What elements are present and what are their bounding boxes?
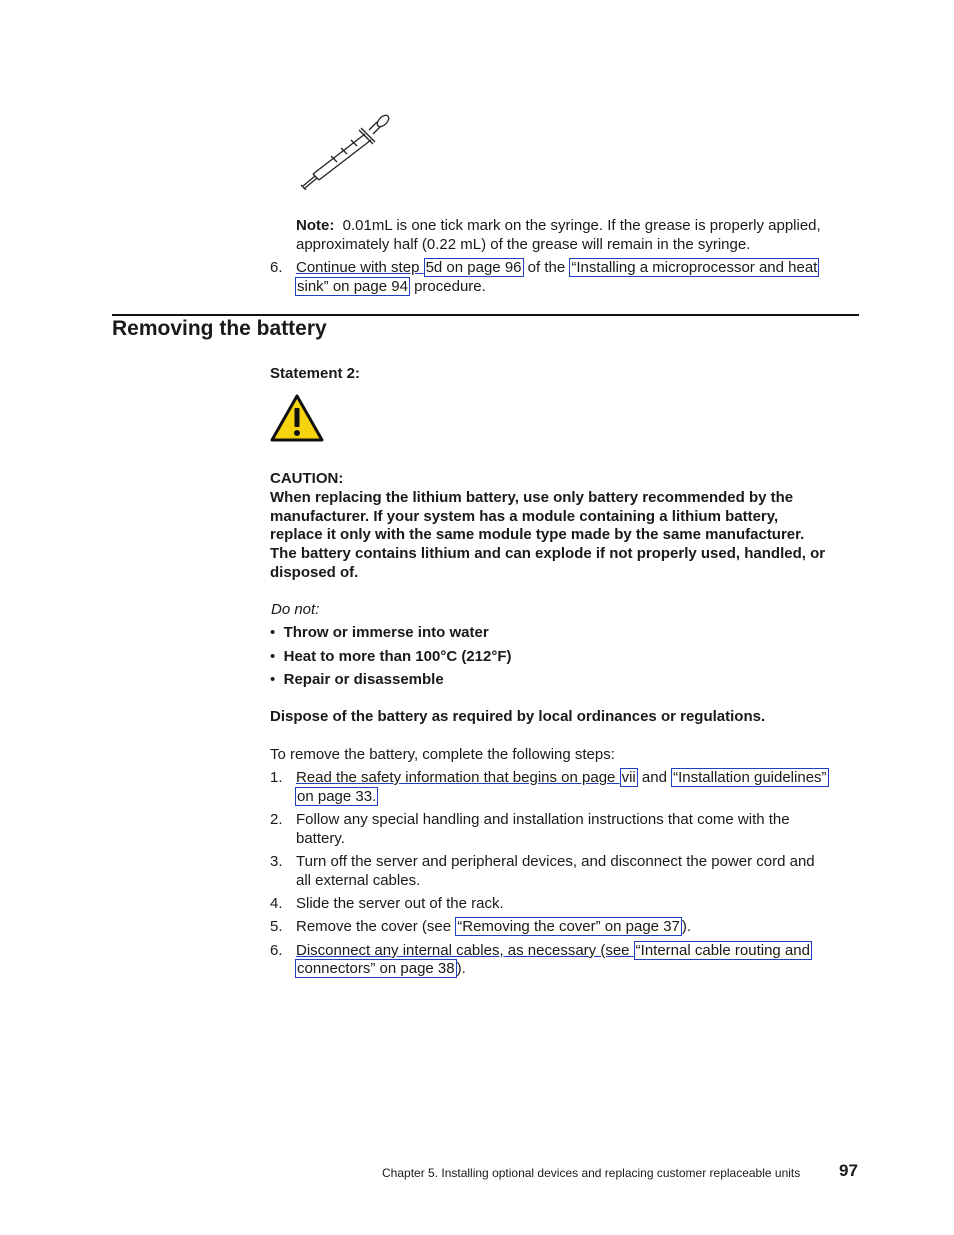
note-label: Note: bbox=[296, 217, 335, 234]
bullet: • bbox=[270, 671, 276, 688]
step-number: 4. bbox=[270, 895, 283, 912]
link-installing-microprocessor-cont[interactable]: sink” on page 94 bbox=[297, 278, 408, 295]
step6-line-2 bbox=[295, 277, 486, 296]
step-number: 5. bbox=[270, 918, 283, 935]
step5-text-post: ). bbox=[681, 918, 692, 935]
link-installation-guidelines[interactable]: “Installation guidelines” bbox=[673, 769, 827, 786]
caution-line-4: The battery contains lithium and can explode if not properly used, handled, or bbox=[270, 545, 826, 562]
bullet: • bbox=[270, 648, 276, 665]
note-text: 0.01mL is one tick mark on the syringe. If the grease is properly applied, bbox=[342, 217, 821, 234]
list-item bbox=[270, 623, 489, 642]
do-not-item-text: Throw or immerse into water bbox=[283, 624, 489, 641]
step2-line-2: battery. bbox=[296, 830, 345, 847]
step5-text: Remove the cover (see bbox=[296, 918, 456, 935]
step1-text-mid: and bbox=[637, 769, 672, 786]
caution-line-3: replace it only with the same module type made by the same manufacturer. bbox=[270, 526, 805, 543]
step1-line-2 bbox=[295, 787, 378, 806]
step5-line bbox=[296, 917, 691, 936]
bullet: • bbox=[270, 624, 276, 641]
step-number: 2. bbox=[270, 811, 283, 828]
footer-chapter: Chapter 5. Installing optional devices and replacing customer replaceable units bbox=[382, 1166, 801, 1180]
section-title: Removing the battery bbox=[112, 317, 327, 340]
step3-line-1: Turn off the server and peripheral devices, and disconnect the power cord and bbox=[296, 853, 815, 870]
step6b-text: Disconnect any internal cables, as necessary (see bbox=[296, 942, 634, 959]
link-installing-microprocessor[interactable]: “Installing a microprocessor and heat bbox=[571, 259, 818, 276]
section-rule bbox=[112, 314, 859, 316]
step-number: 6. bbox=[270, 259, 283, 276]
link-installation-guidelines-cont[interactable]: on page 33. bbox=[297, 788, 377, 805]
caution-line-2: manufacturer. If your system has a module containing a lithium battery, bbox=[270, 508, 779, 525]
step6-text-post: procedure. bbox=[409, 278, 486, 295]
step-number: 3. bbox=[270, 853, 283, 870]
intro-text: To remove the battery, complete the following steps: bbox=[270, 746, 615, 763]
statement-label: Statement 2: bbox=[270, 365, 361, 382]
syringe-icon bbox=[295, 108, 395, 190]
do-not-item-text: Repair or disassemble bbox=[283, 671, 444, 688]
step6-text: Continue with step bbox=[296, 259, 424, 276]
caution-label: CAUTION: bbox=[270, 470, 344, 487]
link-vii[interactable]: vii bbox=[621, 769, 636, 786]
step6b-line-2 bbox=[295, 959, 466, 978]
step-number: 6. bbox=[270, 942, 283, 959]
page-number: 97 bbox=[839, 1161, 858, 1180]
step3-line-2: all external cables. bbox=[296, 872, 421, 889]
dispose-text: Dispose of the battery as required by local ordinances or regulations. bbox=[270, 708, 766, 725]
caution-triangle-icon bbox=[270, 394, 324, 442]
note-line-2: approximately half (0.22 mL) of the grease will remain in the syringe. bbox=[296, 236, 751, 253]
step6b-text-post: ). bbox=[456, 960, 466, 977]
link-internal-cable-routing-cont[interactable]: connectors” on page 38 bbox=[297, 960, 455, 977]
do-not-label: Do not: bbox=[271, 601, 320, 618]
list-item bbox=[270, 647, 512, 666]
note-line-1 bbox=[296, 216, 821, 235]
step2-line-1: Follow any special handling and installation instructions that come with the bbox=[296, 811, 790, 828]
step4-text: Slide the server out of the rack. bbox=[296, 895, 504, 912]
caution-line-1: When replacing the lithium battery, use only battery recommended by the bbox=[270, 489, 794, 506]
step6-line-1 bbox=[296, 258, 819, 277]
step6b-line-1 bbox=[296, 941, 812, 960]
step6-text-mid: of the bbox=[523, 259, 570, 276]
caution-line-5: disposed of. bbox=[270, 564, 359, 581]
step1-line-1 bbox=[296, 768, 829, 787]
list-item bbox=[270, 670, 444, 689]
step-number: 1. bbox=[270, 769, 283, 786]
step1-text: Read the safety information that begins on page bbox=[296, 769, 620, 786]
link-removing-the-cover[interactable]: “Removing the cover” on page 37 bbox=[457, 918, 680, 935]
link-5d-page-96[interactable]: 5d on page 96 bbox=[425, 259, 522, 276]
do-not-item-text: Heat to more than 100°C (212°F) bbox=[283, 648, 512, 665]
link-internal-cable-routing[interactable]: “Internal cable routing and bbox=[635, 942, 810, 959]
